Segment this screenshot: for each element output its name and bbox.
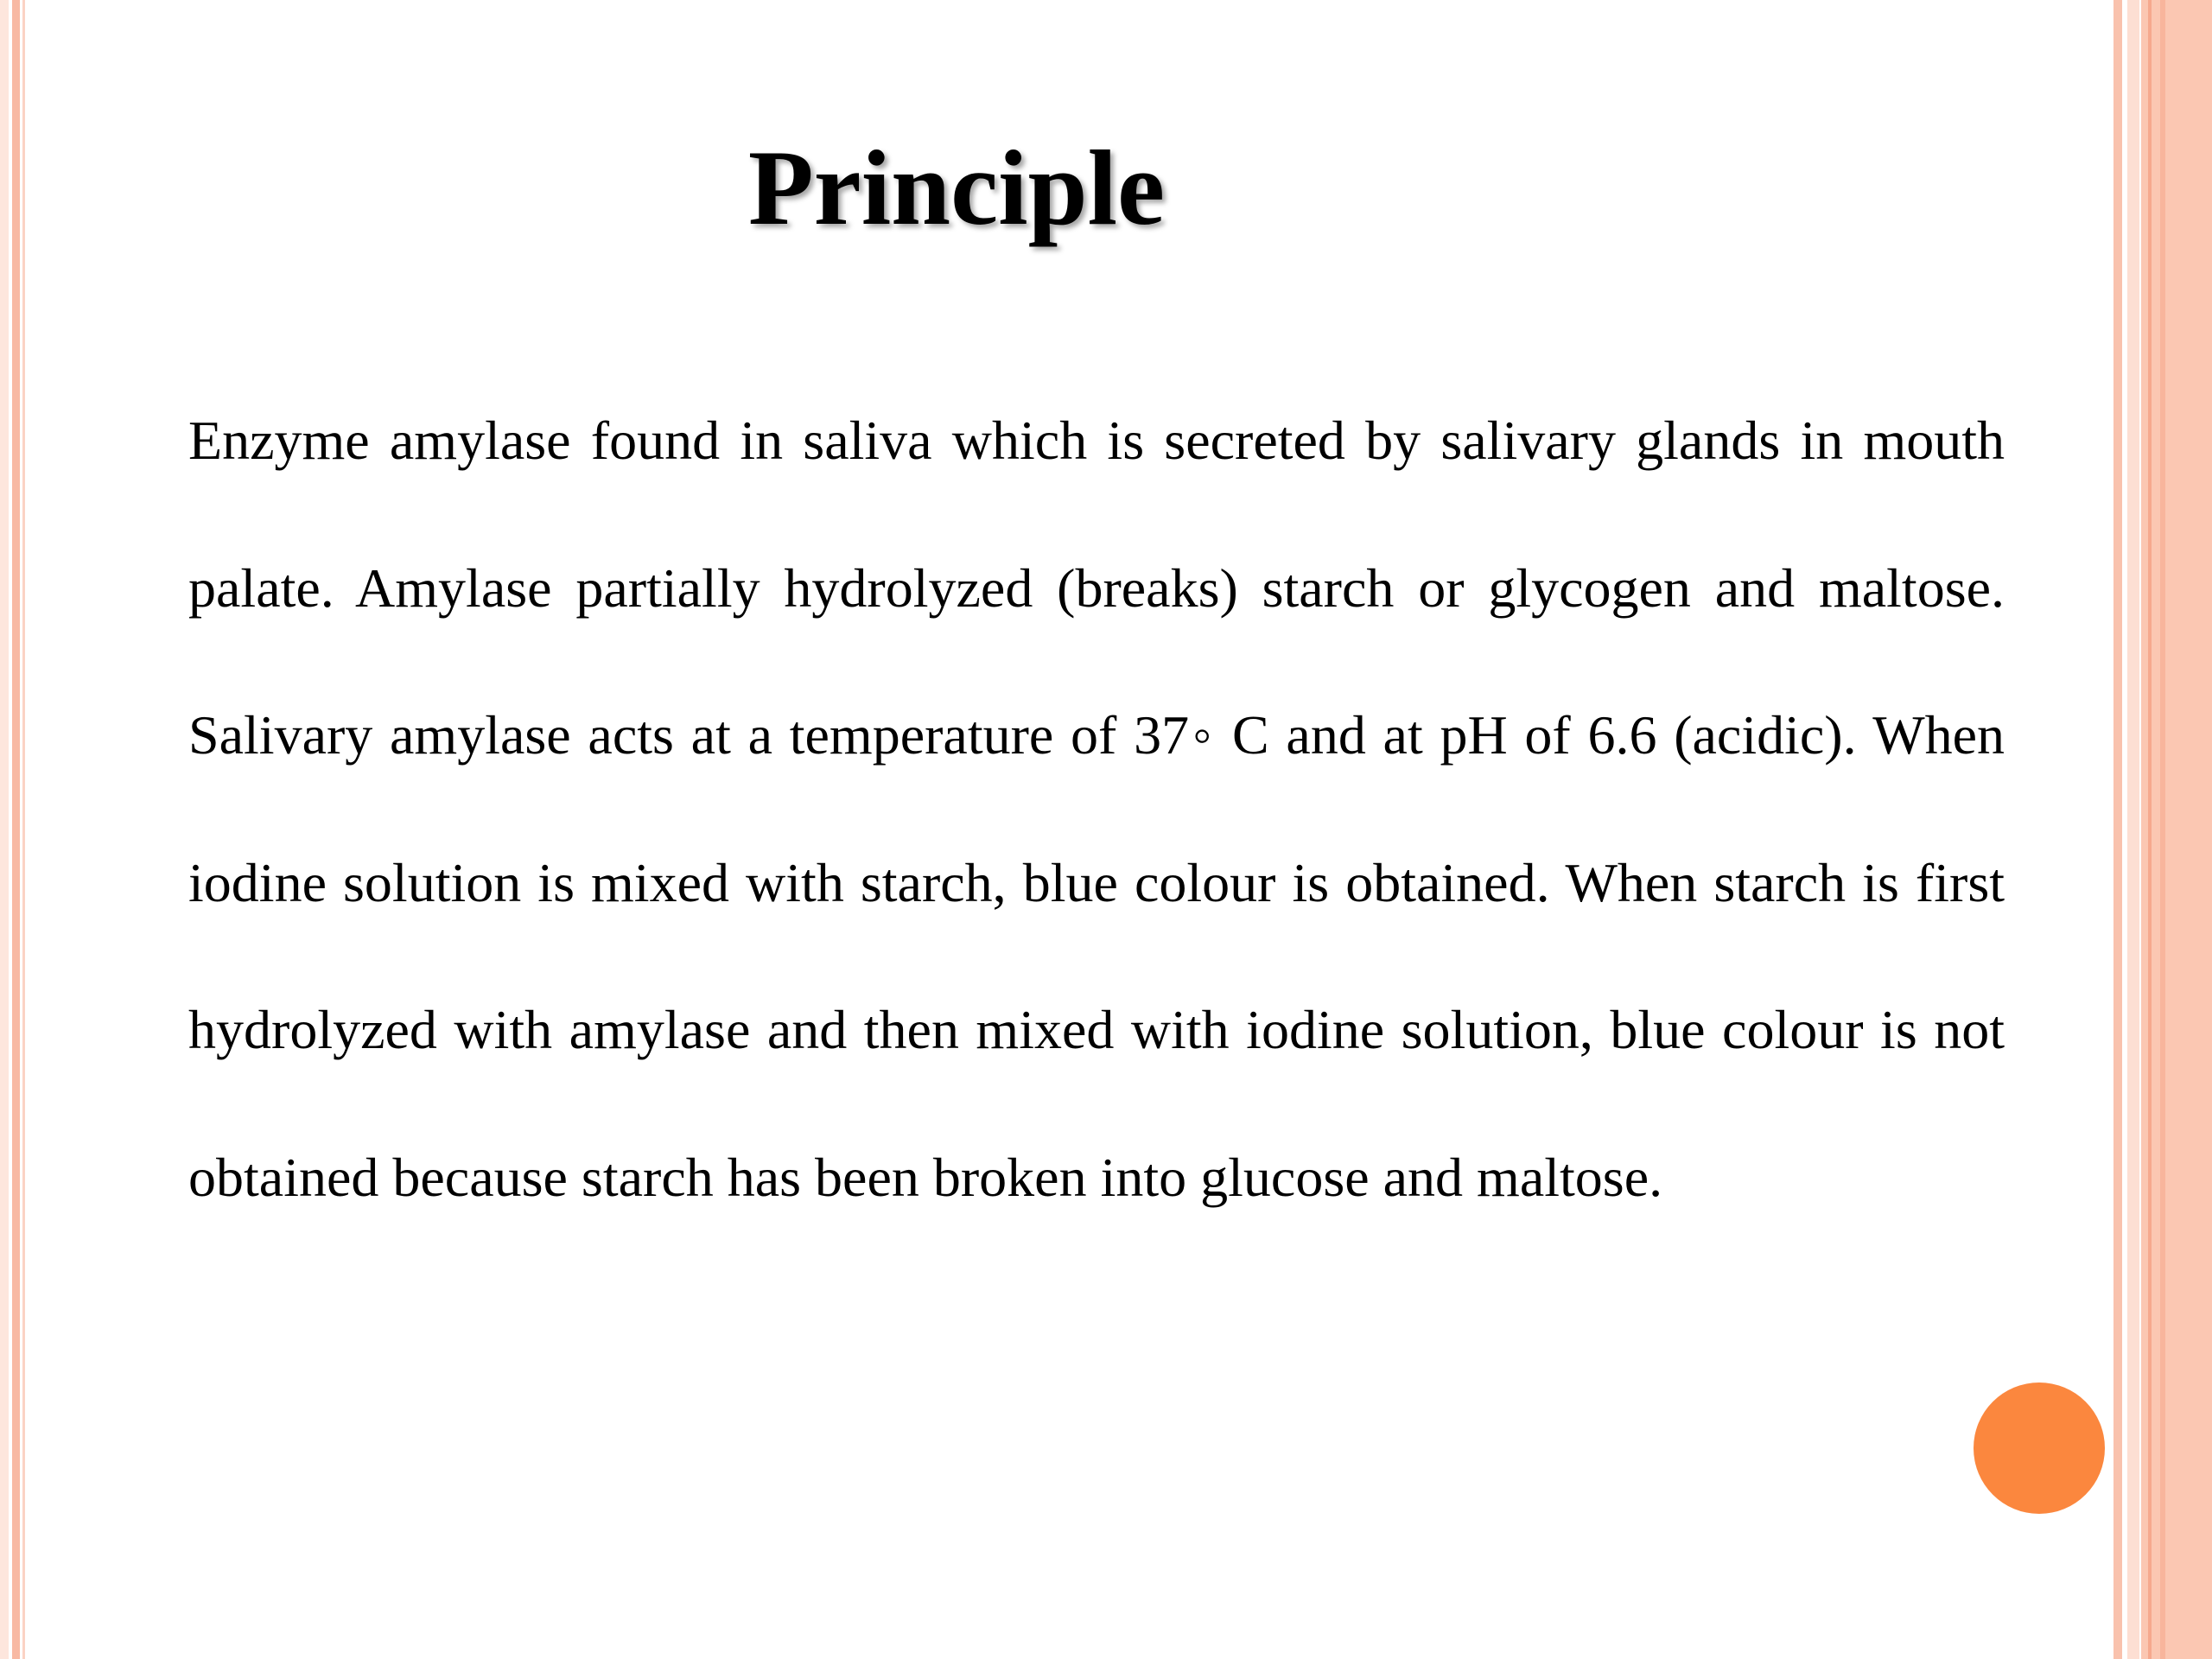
slide-title: Principle bbox=[747, 129, 1166, 247]
right-border-stripe-e bbox=[2160, 0, 2165, 1659]
right-border-stripe-b bbox=[2127, 0, 2139, 1659]
right-border-stripe-c bbox=[2141, 0, 2212, 1659]
left-border-stripe-thin bbox=[22, 0, 25, 1659]
right-border-stripe-d bbox=[2148, 0, 2152, 1659]
left-border-stripe-inner bbox=[12, 0, 20, 1659]
right-border-stripe-a bbox=[2113, 0, 2122, 1659]
left-border-stripe-outer bbox=[0, 0, 9, 1659]
orange-circle-icon bbox=[1974, 1382, 2105, 1514]
slide-body-text: Enzyme amylase found in saliva which is secreted by salivary glands in mouth palate. Amylase partially hydrolyzed (breaks) starch or glycogen and maltose. Salivary amylase acts at a temperature of 37◦ C and at pH of 6.6 (acidic). When iodine solution is mixed with starch, blue colour is obtained. When starch is first hydrolyzed with amylase and then mixed with iodine solution, blue colour is not obtained because starch has been broken into glucose and maltose. bbox=[188, 410, 2005, 1208]
